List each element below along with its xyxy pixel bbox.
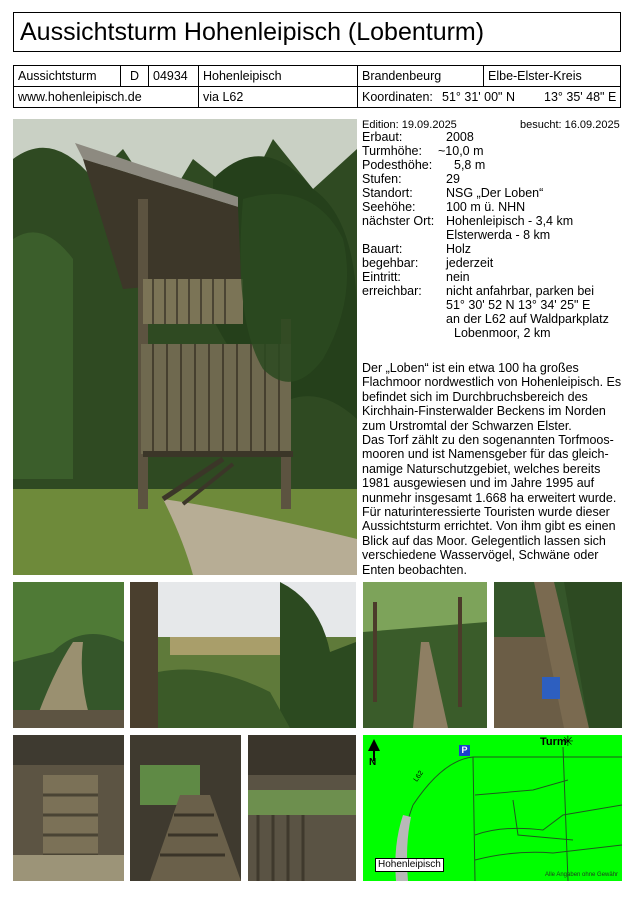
tower-asterisk-icon: ✳	[562, 735, 574, 749]
page-title: Aussichtsturm Hohenleipisch (Lobenturm)	[20, 18, 485, 46]
fact-built-label: Erbaut:	[362, 130, 403, 144]
fact-steps-label: Stufen:	[362, 172, 402, 186]
photo-railing-sign	[494, 582, 622, 728]
cell-type: Aussichtsturm	[13, 65, 121, 87]
parking-icon: P	[459, 745, 470, 756]
description-paragraph-2: Das Torf zählt zu den sogenannten Torfmoos-mooren und ist Namensgeber für das gleich-namige Naturschutzgebiet, welches bereits 1981 ausgewiesen und im Jahre 1995 auf nunmehr insgesamt 1.668 ha erweitert wurde. Für naturinteressierte Touristen wurde dieser Aussichtsturm errichtet. Von ihm gibt es einen Blick auf das Moor. Gelegentlich lassen sich verschiedene Wasservögel, Schwäne oder Enten beobachten.	[362, 433, 617, 577]
fact-elevation-value: 100 m ü. NHN	[446, 200, 526, 214]
description	[362, 361, 628, 577]
cell-place: Hohenleipisch	[198, 65, 358, 87]
coords-lat: 51° 31' 00" N	[442, 90, 515, 104]
title-box	[13, 12, 621, 52]
cell-district: Elbe-Elster-Kreis	[483, 65, 621, 87]
photo-platform	[248, 735, 356, 881]
cell-website[interactable]: www.hohenleipisch.de	[13, 86, 199, 108]
fact-elevation-label: Seehöhe:	[362, 200, 416, 214]
photo-forest-path	[13, 582, 124, 728]
fact-reach-value-3: an der L62 auf Waldparkplatz	[446, 312, 609, 326]
map-town-label: Hohenleipisch	[375, 858, 444, 872]
map-tower-label: Turm	[540, 736, 567, 748]
cell-state: Brandenbeurg	[357, 65, 484, 87]
fact-access-value: jederzeit	[446, 256, 494, 270]
location-map[interactable]	[363, 735, 622, 881]
fact-platform-value: 5,8 m	[454, 158, 486, 172]
photo-trail	[363, 582, 487, 728]
photo-moor-view	[130, 582, 356, 728]
fact-platform-label: Podesthöhe:	[362, 158, 433, 172]
main-photo-tower	[13, 119, 357, 575]
fact-nearest-value: Hohenleipisch - 3,4 km	[446, 214, 574, 228]
fact-material-value: Holz	[446, 242, 472, 256]
fact-entry-value: nein	[446, 270, 470, 284]
edition-date: Edition: 19.09.2025	[362, 119, 457, 131]
fact-reach-value-4: Lobenmoor, 2 km	[454, 326, 551, 340]
fact-built-value: 2008	[446, 130, 474, 144]
fact-material-label: Bauart:	[362, 242, 403, 256]
north-label: N	[369, 757, 377, 768]
fact-reach-value-2: 51° 30' 52 N 13° 34' 25" E	[446, 298, 591, 312]
visited-date: besucht: 16.09.2025	[520, 119, 620, 131]
description-paragraph-1: Der „Loben“ ist ein etwa 100 ha großes Flachmoor nordwestlich von Hohenleipisch. Es befindet sich im Durchbruchsbereich des Kirchhain-Finsterwalder Beckens im Norden zum Urstromtal der Schwarzen Elster.	[362, 361, 622, 433]
photo-stairs-base	[13, 735, 124, 881]
fact-height-value: ~10,0 m	[438, 144, 484, 158]
coords-lon: 13° 35' 48" E	[544, 90, 617, 104]
cell-postcode: 04934	[148, 65, 199, 87]
fact-reach-value: nicht anfahrbar, parken bei	[446, 284, 595, 298]
cell-coordinates	[357, 86, 621, 108]
coords-label: Koordinaten:	[362, 90, 433, 104]
photo-stairs-up	[130, 735, 241, 881]
fact-location-label: Standort:	[362, 186, 413, 200]
map-road-label: L62	[412, 769, 426, 784]
cell-country: D	[120, 65, 149, 87]
fact-location-value: NSG „Der Loben“	[446, 186, 544, 200]
fact-entry-label: Eintritt:	[362, 270, 401, 284]
fact-reach-label: erreichbar:	[362, 284, 422, 298]
fact-nearest-value-2: Elsterwerda - 8 km	[446, 228, 551, 242]
facts-list	[362, 131, 628, 351]
map-disclaimer: Alle Angaben ohne Gewähr	[545, 872, 619, 878]
cell-route: via L62	[198, 86, 358, 108]
fact-nearest-label: nächster Ort:	[362, 214, 435, 228]
fact-access-label: begehbar:	[362, 256, 419, 270]
fact-steps-value: 29	[446, 172, 460, 186]
fact-height-label: Turmhöhe:	[362, 144, 422, 158]
